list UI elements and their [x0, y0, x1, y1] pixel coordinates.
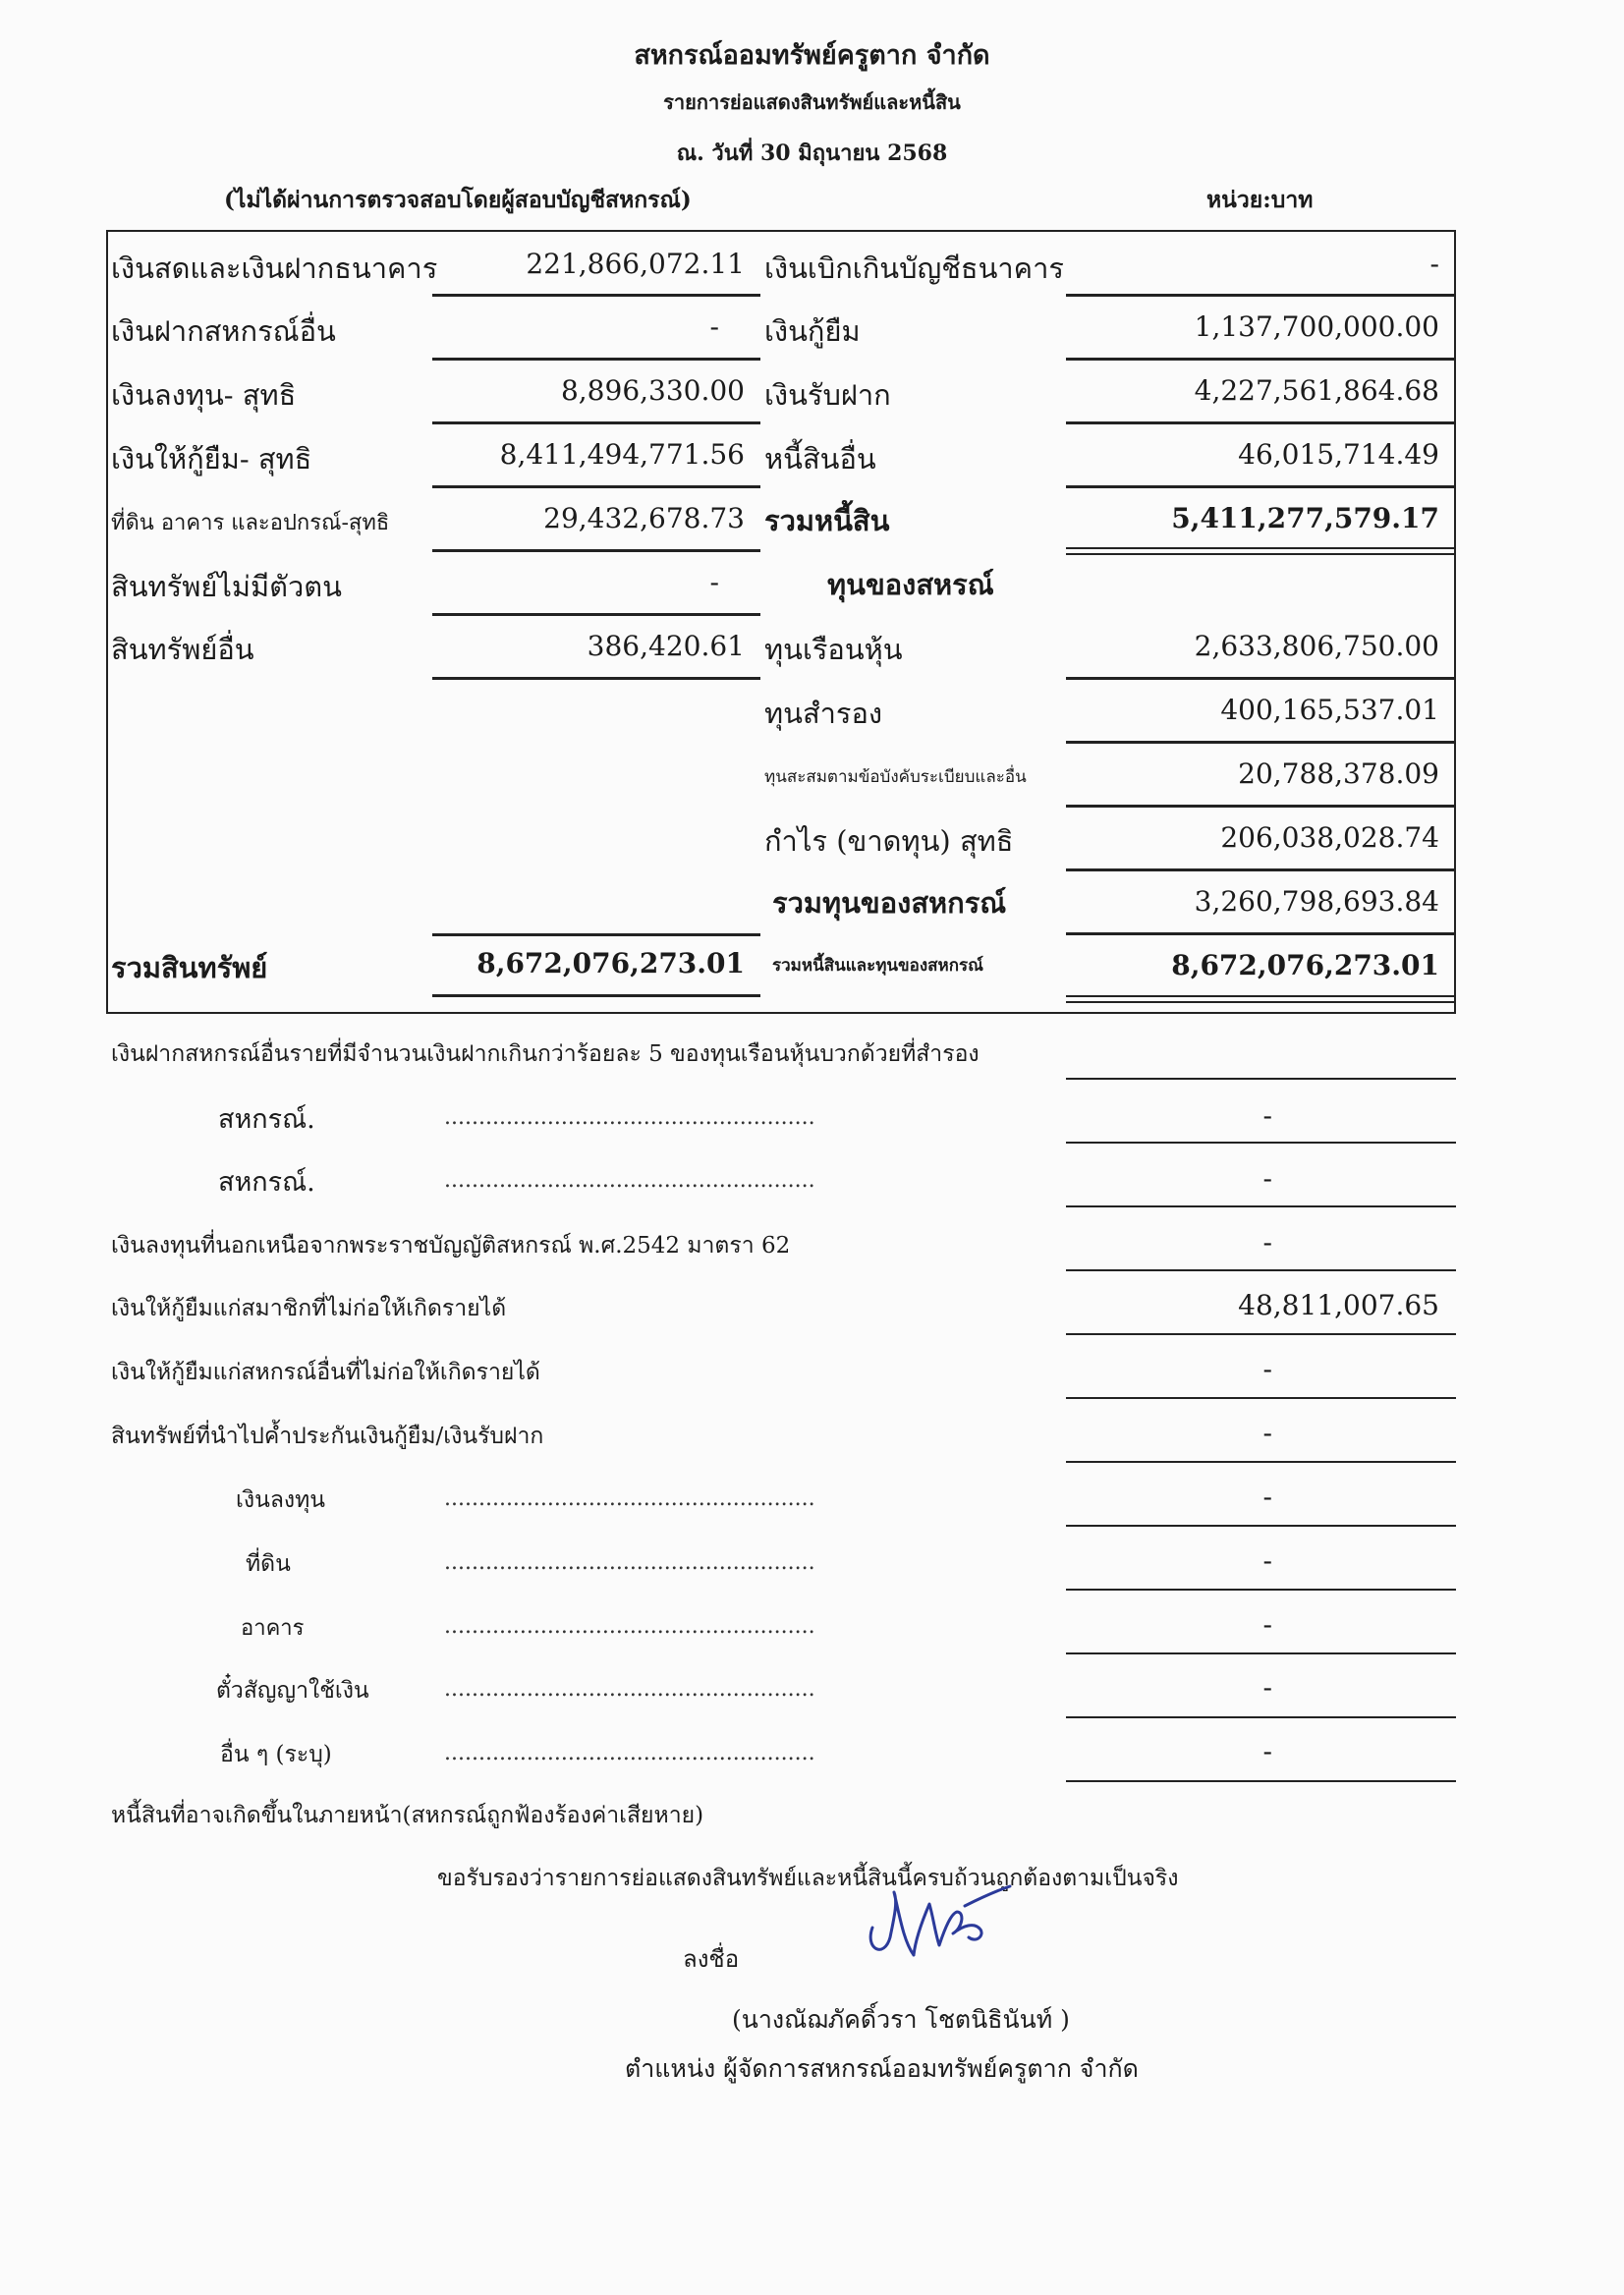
asset-value: 8,896,330.00 [560, 374, 745, 407]
asset-value: - [709, 566, 719, 598]
asset-value: 8,411,494,771.56 [499, 438, 745, 471]
liability-value: - [1429, 248, 1439, 280]
certification-statement: ขอรับรองว่ารายการย่อแสดงสินทรัพย์และหนี้สินนี้ครบถ้วนถูกต้องตามเป็นจริง [437, 1866, 1179, 1891]
dotted-fill: ...................................................... [444, 1614, 815, 1639]
rule [1066, 421, 1456, 424]
collateral-label: ตั๋วสัญญาใช้เงิน [216, 1678, 369, 1704]
liability-label: เงินเบิกเกินบัญชีธนาคาร [764, 252, 1064, 285]
equity-heading: ทุนของสหรณ์ [827, 568, 994, 601]
liability-label: เงินรับฝาก [764, 378, 891, 412]
signature-image [855, 1878, 1022, 1965]
asset-label: เงินลงทุน- สุทธิ [111, 378, 297, 412]
assets-total-label: รวมสินทรัพย์ [111, 951, 268, 984]
dotted-fill: ...................................................... [444, 1741, 815, 1765]
asset-label: ที่ดิน อาคาร และอปกรณ์-สุทธิ [111, 511, 390, 535]
double-rule [1066, 547, 1456, 555]
asset-label: สินทรัพย์ไม่มีตัวตน [111, 570, 342, 603]
liability-label: หนี้สินอื่น [764, 442, 876, 476]
rule [1066, 1269, 1456, 1271]
rule [1066, 485, 1456, 488]
note-row-label: เงินให้กู้ยืมแก่สหกรณ์อื่นที่ไม่ก่อให้เกิดรายได้ [111, 1360, 540, 1385]
equity-value: 2,633,806,750.00 [1194, 630, 1439, 662]
equity-value: 20,788,378.09 [1238, 757, 1439, 790]
coop-item-label: สหกรณ์. [218, 1167, 315, 1198]
note-row-value: - [1262, 1417, 1272, 1449]
collateral-label: ที่ดิน [246, 1551, 291, 1577]
equity-label: กำไร (ขาดทุน) สุทธิ [764, 824, 1014, 858]
double-rule [1066, 995, 1456, 1003]
rule [1066, 1397, 1456, 1399]
asset-value: - [709, 310, 719, 343]
rule [1066, 1461, 1456, 1463]
note-contingent: หนี้สินที่อาจเกิดขึ้นในภายหน้า(สหกรณ์ถูกฟ้องร้องค่าเสียหาย) [111, 1803, 704, 1828]
coop-item-value: - [1262, 1162, 1272, 1195]
collateral-label: อาคาร [241, 1616, 305, 1641]
rule [1066, 1525, 1456, 1527]
rule [1066, 805, 1456, 808]
org-title: สหกรณ์ออมทรัพย์ครูตาก จำกัด [634, 40, 990, 71]
asset-value: 29,432,678.73 [543, 502, 745, 534]
dotted-fill: ...................................................... [444, 1168, 815, 1193]
liability-value: 46,015,714.49 [1238, 438, 1439, 471]
coop-item-value: - [1262, 1099, 1272, 1132]
dotted-fill: ...................................................... [444, 1105, 815, 1130]
rule [432, 358, 760, 361]
equity-label: ทุนสะสมตามข้อบังคับระเบียบและอื่น [764, 767, 1027, 787]
dotted-fill: ...................................................... [444, 1486, 815, 1511]
report-title: รายการย่อแสดงสินทรัพย์และหนี้สิน [663, 90, 961, 114]
collateral-value: - [1262, 1735, 1272, 1767]
equity-value: 400,165,537.01 [1220, 694, 1439, 726]
liab-equity-total-value: 8,672,076,273.01 [1171, 949, 1439, 981]
rule [432, 677, 760, 680]
note-deposit-over: เงินฝากสหกรณ์อื่นรายที่มีจำนวนเงินฝากเกินกว่าร้อยละ 5 ของทุนเรือนหุ้นบวกด้วยที่สำรอง [111, 1041, 980, 1067]
collateral-label: อื่น ๆ (ระบุ) [220, 1742, 332, 1767]
rule [1066, 741, 1456, 744]
liability-value: 4,227,561,864.68 [1194, 374, 1439, 407]
collateral-value: - [1262, 1608, 1272, 1641]
note-row-label: เงินลงทุนที่นอกเหนือจากพระราชบัญญัติสหกรณ์ พ.ศ.2542 มาตรา 62 [111, 1233, 791, 1259]
assets-total-value: 8,672,076,273.01 [476, 947, 745, 980]
sign-label: ลงชื่อ [683, 1945, 740, 1973]
note-row-value: 48,811,007.65 [1238, 1289, 1439, 1321]
rule [432, 613, 760, 616]
audit-note: (ไม่ได้ผ่านการตรวจสอบโดยผู้สอบบัญชีสหกรณ์) [224, 187, 692, 213]
asset-value: 386,420.61 [587, 630, 745, 662]
rule [1066, 1589, 1456, 1591]
note-row-label: สินทรัพย์ที่นำไปค้ำประกันเงินกู้ยืม/เงินรับฝาก [111, 1424, 544, 1449]
collateral-label: เงินลงทุน [236, 1487, 326, 1513]
liability-label: เงินกู้ยืม [764, 314, 861, 348]
equity-value: 206,038,028.74 [1220, 821, 1439, 854]
rule [432, 994, 760, 997]
rule [1066, 677, 1456, 680]
rule [1066, 358, 1456, 361]
asset-label: เงินฝากสหกรณ์อื่น [111, 314, 336, 348]
rule [432, 294, 760, 297]
unit-label: หน่วย:บาท [1206, 187, 1314, 213]
rule [1066, 1205, 1456, 1207]
rule [1066, 932, 1456, 935]
asset-value: 221,866,072.11 [526, 248, 745, 280]
rule [1066, 1780, 1456, 1782]
rule [1066, 1652, 1456, 1654]
collateral-value: - [1262, 1544, 1272, 1577]
rule [432, 549, 760, 552]
liabilities-total-value: 5,411,277,579.17 [1171, 502, 1439, 534]
rule [1066, 868, 1456, 871]
rule [432, 485, 760, 488]
signer-name: (นางณัฌภัคดิ์วรา โชตนิธินันท์ ) [732, 2005, 1070, 2034]
note-row-value: - [1262, 1226, 1272, 1259]
asset-label: สินทรัพย์อื่น [111, 633, 254, 666]
rule [1066, 1078, 1456, 1080]
liabilities-total-label: รวมหนี้สิน [764, 504, 890, 537]
equity-label: ทุนสำรอง [764, 697, 883, 730]
collateral-value: - [1262, 1481, 1272, 1513]
dotted-fill: ...................................................... [444, 1677, 815, 1702]
rule [1066, 1716, 1456, 1718]
note-row-value: - [1262, 1353, 1272, 1385]
equity-label: ทุนเรือนหุ้น [764, 633, 903, 666]
report-date: ณ. วันที่ 30 มิถุนายน 2568 [676, 140, 948, 166]
rule [432, 933, 760, 936]
equity-total-label: รวมทุนของสหกรณ์ [772, 886, 1007, 920]
asset-label: เงินให้กู้ยืม- สุทธิ [111, 442, 312, 476]
collateral-value: - [1262, 1671, 1272, 1704]
note-row-label: เงินให้กู้ยืมแก่สมาชิกที่ไม่ก่อให้เกิดรายได้ [111, 1296, 507, 1321]
rule [1066, 1142, 1456, 1144]
equity-total-value: 3,260,798,693.84 [1194, 885, 1439, 918]
liab-equity-total-label: รวมหนี้สินและทุนของสหกรณ์ [772, 956, 983, 976]
rule [1066, 294, 1456, 297]
rule [1066, 1333, 1456, 1335]
liability-value: 1,137,700,000.00 [1194, 310, 1439, 343]
dotted-fill: ...................................................... [444, 1550, 815, 1575]
asset-label: เงินสดและเงินฝากธนาคาร [111, 252, 438, 285]
signer-position: ตำแหน่ง ผู้จัดการสหกรณ์ออมทรัพย์ครูตาก จำกัด [625, 2054, 1139, 2083]
coop-item-label: สหกรณ์. [218, 1104, 315, 1135]
rule [432, 421, 760, 424]
